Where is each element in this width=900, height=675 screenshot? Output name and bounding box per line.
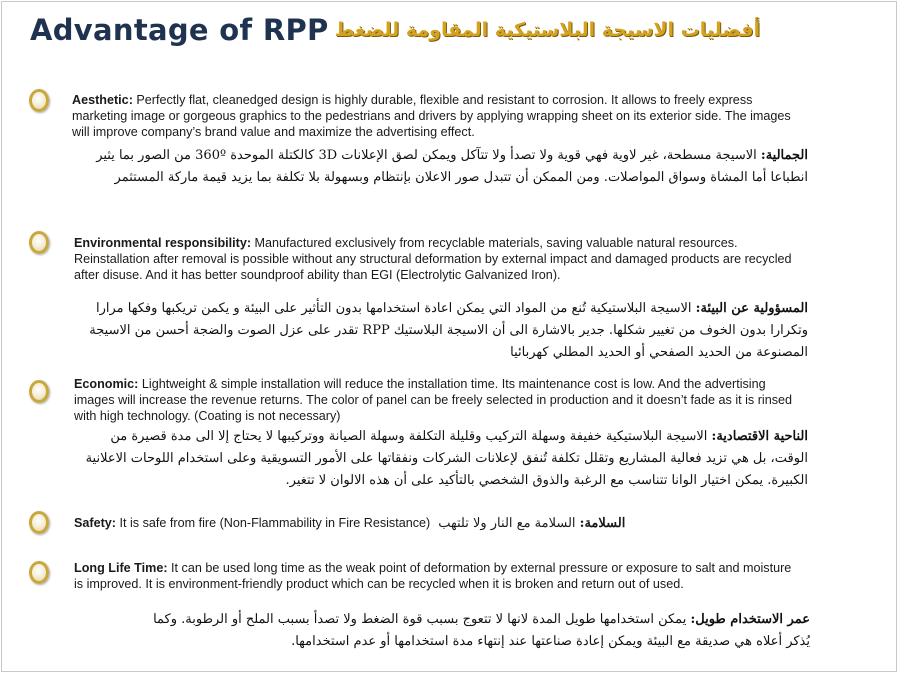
bullet-icon	[29, 561, 49, 584]
environmental-description-arabic: الاسيجة البلاستيكية تُنع من المواد التي يمكن اعادة استخدامها بدون التأثير على البيئة و يكمن تريكبها وفكها مرارا وتكرارا بدون الخوف من تغيير شكلها. جدير بالاشارة الى أن الاسيجة البلاستيك RPP تقدر على عزل الصوت والضجة أحسن من الاسيجة المصنوعة من الحديد الصفحي أو الحديد المطلي كهربائيا	[89, 301, 808, 360]
environmental-term: Environmental responsibility:	[74, 236, 252, 250]
safety-description: It is safe from fire (Non-Flammability in Fire Resistance)	[116, 516, 431, 530]
longlife-arabic-text	[150, 609, 810, 653]
safety-arabic-text	[438, 516, 625, 531]
aesthetic-arabic-text	[70, 145, 808, 189]
bullet-icon	[29, 231, 49, 254]
safety-description-arabic: السلامة مع النار ولا تلتهب	[438, 516, 580, 531]
environmental-arabic-text	[72, 298, 808, 364]
environmental-term-arabic: المسؤولية عن البيئة:	[695, 301, 808, 316]
economic-arabic-text	[70, 426, 808, 492]
aesthetic-term-arabic: الجمالية:	[760, 148, 808, 163]
title-arabic: أفضليات الاسيجة البلاستيكية المقاومة للضغط	[334, 19, 761, 41]
aesthetic-description-arabic: الاسيجة مسطحة، غير لاوية فهي قوية ولا تصدأ ولا تتآكل ويمكن لصق الإعلانات 3D كالكتلة الموحدة 360º من الصور بما يثير انطباعا أما المشاة وسواق المواصلات. ومن الممكن أن تتبدل صور الاعلان بإنتظام وبسهولة بلا تكلفة بما يزيد قيمة ماركة المستثمر	[96, 148, 808, 185]
aesthetic-english-text	[72, 92, 802, 140]
bullet-icon	[29, 511, 49, 534]
safety-english-text	[74, 515, 804, 532]
longlife-english-text	[74, 560, 800, 592]
economic-term-arabic: الناحية الاقتصادية:	[711, 429, 808, 444]
economic-english-text	[74, 376, 802, 424]
bullet-icon	[29, 89, 49, 112]
title-english: Advantage of RPP	[30, 13, 329, 47]
safety-term-arabic: السلامة:	[579, 516, 626, 531]
economic-term: Economic:	[74, 377, 139, 391]
safety-term: Safety:	[74, 516, 116, 530]
longlife-term: Long Life Time:	[74, 561, 168, 575]
aesthetic-description: Perfectly flat, cleanedged design is highly durable, flexible and resistant to corrosion. It allows to freely express marketing image or gorgeous graphics to the pedestrians and drivers by applying wrapping sheet on its exterior side. The images will improve company’s brand value and maximize the advertising effect.	[72, 93, 791, 139]
economic-description-arabic: الاسيجة البلاستيكية خفيفة وسهلة التركيب وقليلة التكلفة وسهلة الصيانة ووتركيبها لا يحتاج إلا الى مدة قصيرة من الوقت، بل هي تزيد فعالية المشاريع وتقلل تكلفة تُنفق لإعلانات الشركات ونفقاتها على الأمور التسويقية وعلى استخدام اللوحات الاعلانية الكبيرة. يمكن اختيار الوانا تتناسب مع الرغبة والذوق الشخصي بالتأكيد على أن هذه الالوان لا تتغير.	[85, 429, 808, 488]
aesthetic-term: Aesthetic:	[72, 93, 133, 107]
longlife-description-arabic: يمكن استخدامها طويل المدة لانها لا تتعوج بسبب قوة الضغط ولا تصدأ بسبب الملح أو الرطوبة. وكما يُذكر أعلاه هي صديقة مع البيئة ويمكن إعادة صناعتها عند إنتهاء مدة استخدامها أو عدم استخدامها.	[153, 612, 810, 649]
bullet-icon	[29, 380, 49, 403]
environmental-description: Manufactured exclusively from recyclable materials, saving valuable natural resources. Reinstallation after removal is possible without any structural deformation by external impact and damaged products are recycled after disuse. And it has better soundproof ability than EGI (Electrolytic Galvanized Iron).	[74, 236, 792, 282]
slide-title	[30, 8, 760, 52]
longlife-term-arabic: عمر الاستخدام طويل:	[690, 612, 810, 627]
longlife-description: It can be used long time as the weak point of deformation by external pressure or exposure to salt and moisture is improved. It is environment-friendly product which can be recycled when it is broken and return out of used.	[74, 561, 792, 591]
economic-description: Lightweight & simple installation will reduce the installation time. Its maintenance cost is low. And the advertising images will increase the revenue returns. The color of panel can be freely selected in production and it doesn’t fade as it is rinsed with high technology. (Coating is not necessary)	[74, 377, 793, 423]
environmental-english-text	[74, 235, 798, 283]
